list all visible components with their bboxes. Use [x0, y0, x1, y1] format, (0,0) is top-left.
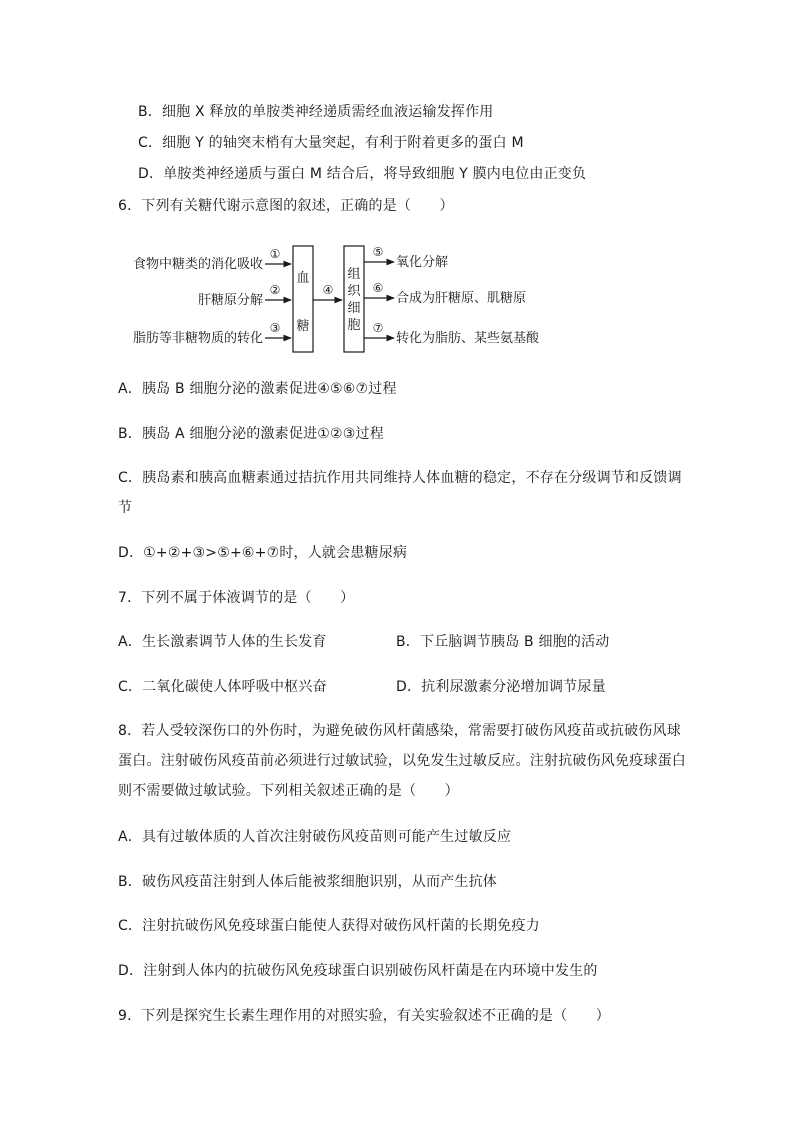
blood-glucose-box: [293, 246, 313, 352]
question-8-stem-line1: 8．若人受较深伤口的外伤时，为避免破伤风杆菌感染，常需要打破伤风疫苗或抗破伤风球: [118, 723, 681, 739]
output-num-6: ⑥: [372, 281, 384, 295]
input-num-3: ③: [269, 321, 281, 335]
q7-option-d: D．抗利尿激素分泌增加调节尿量: [396, 679, 606, 695]
q6-option-b: B．胰岛 A 细胞分泌的激素促进①②③过程: [118, 426, 384, 442]
input-label-2: 肝糖原分解: [197, 293, 263, 308]
input-num-1: ①: [269, 247, 281, 261]
tissue-cell-char-1: 组: [347, 267, 361, 282]
input-num-2: ②: [269, 283, 281, 297]
prev-option-d: D．单胺类神经递质与蛋白 M 结合后，将导致细胞 Y 膜内电位由正变负: [138, 166, 587, 182]
tissue-cell-box: [344, 246, 364, 352]
q7-option-a: A．生长激素调节人体的生长发育: [118, 634, 327, 650]
output-label-6: 合成为肝糖原、肌糖原: [396, 291, 527, 306]
q6-option-d: D．①+②+③>⑤+⑥+⑦时，人就会患糖尿病: [118, 545, 408, 561]
q8-option-a: A．具有过敏体质的人首次注射破伤风疫苗则可能产生过敏反应: [118, 829, 512, 845]
question-9-stem: 9．下列是探究生长素生理作用的对照实验，有关实验叙述不正确的是（ ）: [118, 1008, 610, 1024]
blood-glucose-char-1: 血: [296, 271, 310, 286]
output-label-7: 转化为脂肪、某些氨基酸: [396, 331, 540, 346]
question-6-stem: 6．下列有关糖代谢示意图的叙述，正确的是（ ）: [118, 198, 454, 214]
tissue-cell-char-2: 织: [347, 284, 361, 299]
tissue-cell-char-4: 胞: [347, 318, 361, 333]
blood-glucose-char-2: 糖: [296, 319, 310, 334]
q8-option-b: B．破伤风疫苗注射到人体后能被浆细胞识别，从而产生抗体: [118, 874, 498, 890]
question-8-stem-line3: 则不需要做过敏试验。下列相关叙述正确的是（ ）: [118, 783, 459, 799]
q6-option-a: A．胰岛 B 细胞分泌的激素促进④⑤⑥⑦过程: [118, 381, 397, 397]
output-label-5: 氧化分解: [396, 255, 449, 270]
glucose-metabolism-diagram: [118, 238, 558, 360]
prev-option-b: B．细胞 X 释放的单胺类神经递质需经血液运输发挥作用: [138, 104, 494, 120]
q7-option-b: B．下丘脑调节胰岛 B 细胞的活动: [396, 634, 610, 650]
output-num-7: ⑦: [372, 321, 384, 335]
q8-option-d: D．注射到人体内的抗破伤风免疫球蛋白识别破伤风杆菌是在内环境中发生的: [118, 963, 598, 979]
q7-option-c: C．二氧化碳使人体呼吸中枢兴奋: [118, 679, 327, 695]
question-8-stem-line2: 蛋白。注射破伤风疫苗前必须进行过敏试验，以免发生过敏反应。注射抗破伤风免疫球蛋白: [118, 753, 686, 769]
output-num-5: ⑤: [372, 245, 384, 259]
input-label-3: 脂肪等非糖物质的转化: [132, 331, 263, 346]
q6-option-c-line2: 节: [118, 500, 133, 516]
q6-option-c-line1: C．胰岛素和胰高血糖素通过拮抗作用共同维持人体血糖的稳定，不存在分级调节和反馈调: [118, 470, 682, 486]
input-label-1: 食物中糖类的消化吸收: [132, 257, 263, 272]
middle-num: ④: [322, 283, 334, 297]
prev-option-c: C．细胞 Y 的轴突末梢有大量突起，有利于附着更多的蛋白 M: [138, 135, 524, 151]
tissue-cell-char-3: 细: [347, 301, 361, 316]
q8-option-c: C．注射抗破伤风免疫球蛋白能使人获得对破伤风杆菌的长期免疫力: [118, 918, 540, 934]
question-7-stem: 7．下列不属于体液调节的是（ ）: [118, 590, 355, 606]
